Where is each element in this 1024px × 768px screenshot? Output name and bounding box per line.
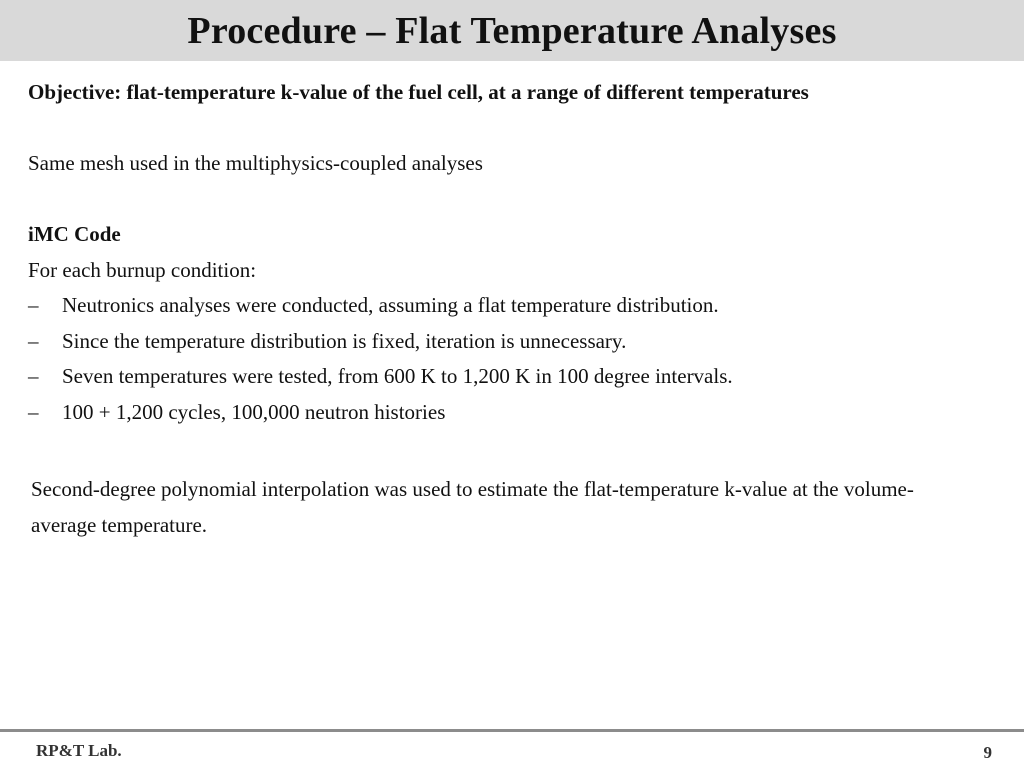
code-heading: iMC Code — [28, 222, 121, 246]
dash-icon: – — [28, 293, 39, 317]
mesh-note: Same mesh used in the multiphysics-coupled analyses — [28, 151, 483, 175]
burnup-intro: For each burnup condition: — [28, 258, 257, 282]
dash-icon: – — [28, 328, 39, 353]
bullet-text: 100 + 1,200 cycles, 100,000 neutron histories — [62, 399, 446, 424]
footer-divider — [0, 729, 1024, 732]
bullet-text: Seven temperatures were tested, from 600 K to 1,200 K in 100 degree intervals. — [62, 364, 733, 388]
dash-icon: – — [28, 364, 39, 388]
bullet-text: Since the temperature distribution is fixed, iteration is unnecessary. — [62, 328, 627, 353]
bullet-text: Neutronics analyses were conducted, assuming a flat temperature distribution. — [62, 293, 719, 317]
conclusion-text: Second-degree polynomial interpolation was used to estimate the flat-temperature k-value at the volume-average temperature. — [31, 477, 914, 537]
dash-icon: – — [28, 399, 39, 424]
footer-lab-name: RP&T Lab. — [36, 741, 122, 760]
slide-title: Procedure – Flat Temperature Analyses — [187, 9, 837, 52]
page-number: 9 — [983, 743, 992, 762]
title-bar — [0, 0, 1024, 61]
objective-text: Objective: flat-temperature k-value of the fuel cell, at a range of different temperatures — [28, 80, 809, 104]
